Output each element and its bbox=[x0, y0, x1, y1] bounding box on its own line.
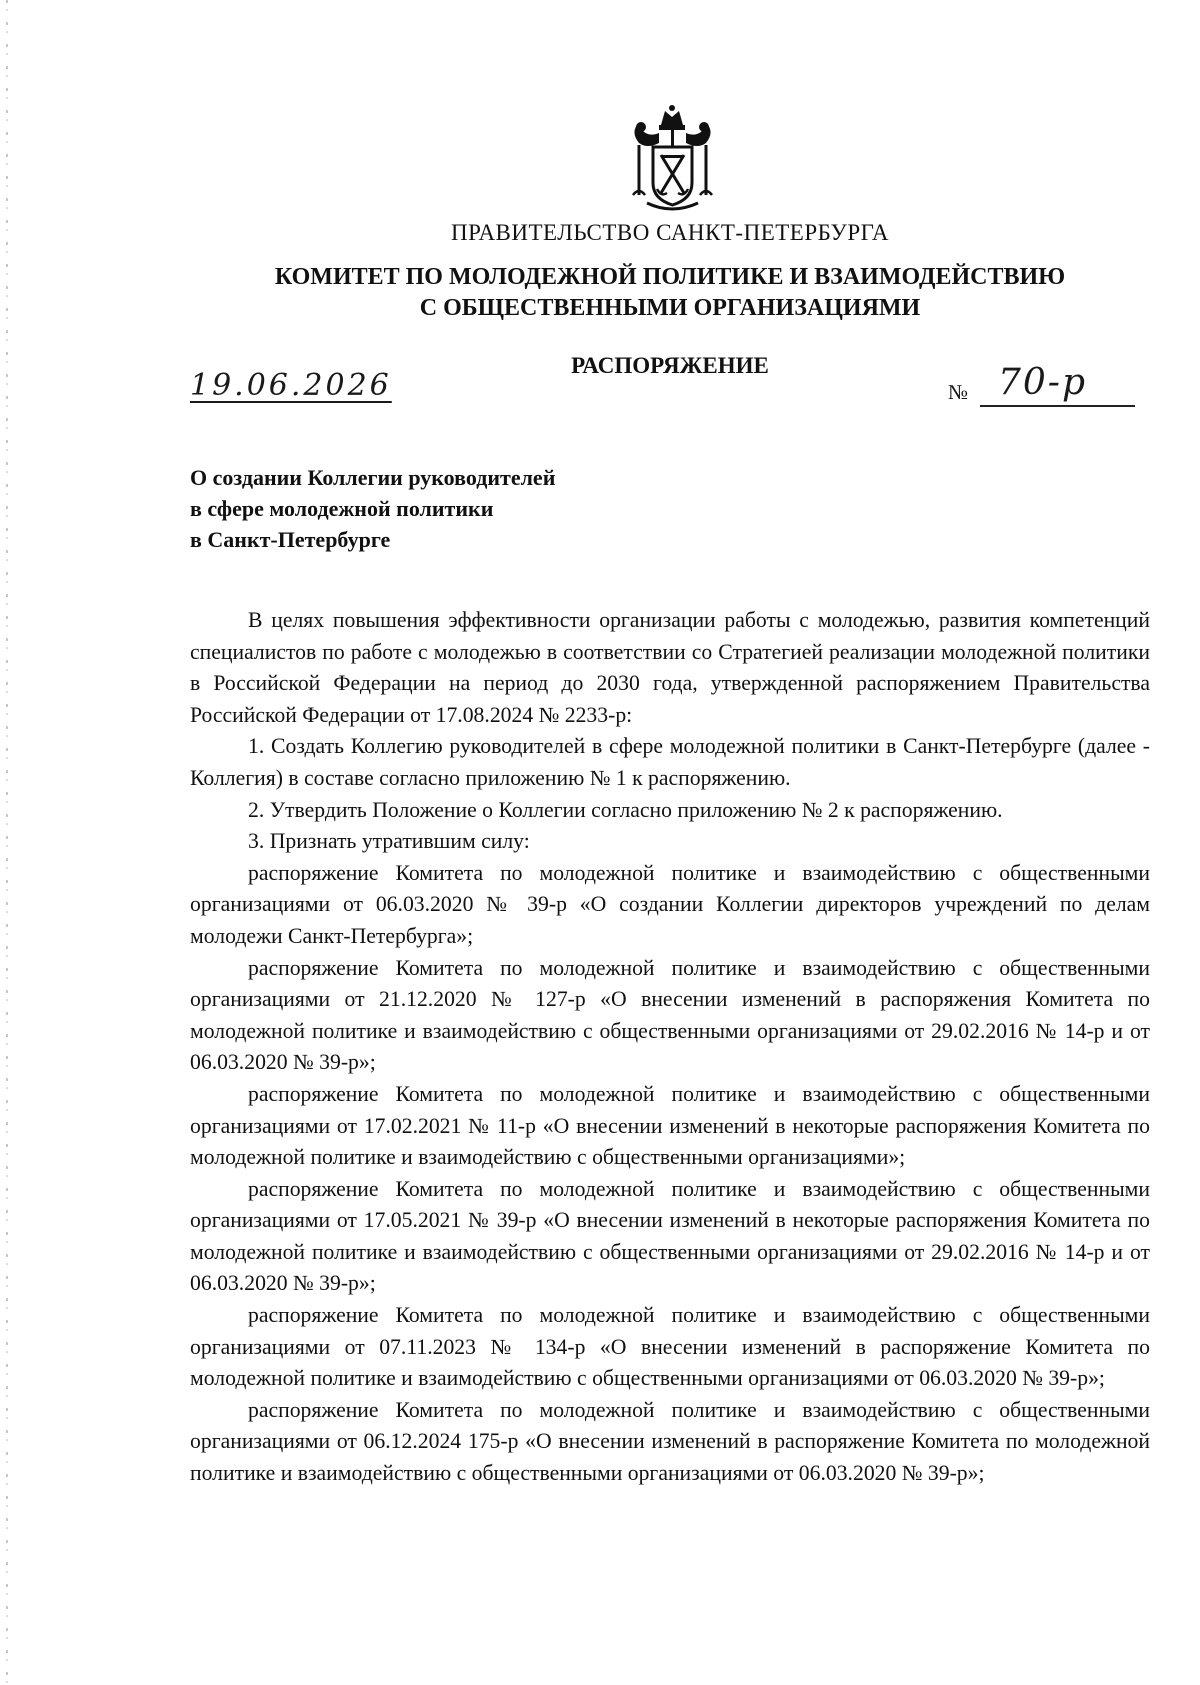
body-paragraph-repealed-6: распоряжение Комитета по молодежной политике и взаимодействию с общественными организациями от 06.12.2024 175-р «О внесении изменений в распоряжение Комитета по молодежной политике и взаимодействию с общественными организациями от 06.03.2020 № 39-р»; bbox=[190, 1397, 1150, 1486]
committee-title bbox=[0, 262, 1200, 324]
government-title: ПРАВИТЕЛЬСТВО САНКТ-ПЕТЕРБУРГА bbox=[450, 220, 890, 245]
number-underline bbox=[980, 405, 1135, 407]
document-body bbox=[190, 605, 1150, 1490]
body-paragraph-preamble: В целях повышения эффективности организации работы с молодежью, развития компетенций специалистов по работе с молодежью в соответствии со Стратегией реализации молодежной политики в Российской Федерации на период до 2030 года, утвержденной распоряжением Правительства Российской Федерации от 17.08.2024 № 2233-р: bbox=[190, 608, 1150, 727]
body-paragraph-repealed-4: распоряжение Комитета по молодежной политике и взаимодействию с общественными организациями от 17.05.2021 № 39-р «О внесении изменений в некоторые распоряжения Комитета по молодежной политике и взаимодействию с общественными организациями от 29.02.2016 № 14-р и от 06.03.2020 № 39-р»; bbox=[190, 1176, 1150, 1296]
coat-of-arms-icon bbox=[625, 103, 720, 215]
committee-title-line2: С ОБЩЕСТВЕННЫМИ ОРГАНИЗАЦИЯМИ bbox=[419, 295, 921, 321]
subject-line3: в Санкт-Петербурге bbox=[190, 527, 391, 552]
body-paragraph-item2: 2. Утвердить Положение о Коллегии согласно приложению № 2 к распоряжению. bbox=[248, 797, 1003, 822]
body-paragraph-repealed-1: распоряжение Комитета по молодежной политике и взаимодействию с общественными организациями от 06.03.2020 № 39-р «О создании Коллегии директоров учреждений по делам молодежи Санкт-Петербурга»; bbox=[190, 860, 1150, 948]
document-subject bbox=[190, 462, 555, 555]
body-paragraph-repealed-2: распоряжение Комитета по молодежной политике и взаимодействию с общественными организациями от 21.12.2020 № 127-р «О внесении изменений в распоряжения Комитета по молодежной политике и взаимодействию с общественными организациями от 29.02.2016 № 14-р и от 06.03.2020 № 39-р»; bbox=[190, 955, 1150, 1075]
body-paragraph-item1: 1. Создать Коллегию руководителей в сфере молодежной политики в Санкт-Петербурге (далее - Коллегия) в составе согласно приложению № 1 к распоряжению. bbox=[190, 734, 1150, 790]
subject-line2: в сфере молодежной политики bbox=[190, 496, 494, 521]
handwritten-number: 70-р bbox=[998, 362, 1088, 403]
committee-title-line1: КОМИТЕТ ПО МОЛОДЕЖНОЙ ПОЛИТИКЕ И ВЗАИМОДЕЙСТВИЮ bbox=[274, 264, 1066, 290]
body-paragraph-item3: 3. Признать утратившим силу: bbox=[248, 829, 530, 854]
body-paragraph-repealed-5: распоряжение Комитета по молодежной политике и взаимодействию с общественными организациями от 07.11.2023 № 134-р «О внесении изменений в распоряжение Комитета по молодежной политике и взаимодействию с общественными организациями от 06.03.2020 № 39-р»; bbox=[190, 1303, 1150, 1391]
document-type: РАСПОРЯЖЕНИЕ bbox=[571, 353, 769, 378]
handwritten-date: 19.06.2026 bbox=[190, 368, 392, 403]
number-label: № bbox=[948, 380, 969, 404]
scan-edge bbox=[6, 0, 8, 1685]
subject-line1: О создании Коллегии руководителей bbox=[190, 465, 556, 490]
body-paragraph-repealed-3: распоряжение Комитета по молодежной политике и взаимодействию с общественными организациями от 17.02.2021 № 11-р «О внесении изменений в некоторые распоряжения Комитета по молодежной политике и взаимодействию с общественными организациями»; bbox=[190, 1081, 1150, 1170]
